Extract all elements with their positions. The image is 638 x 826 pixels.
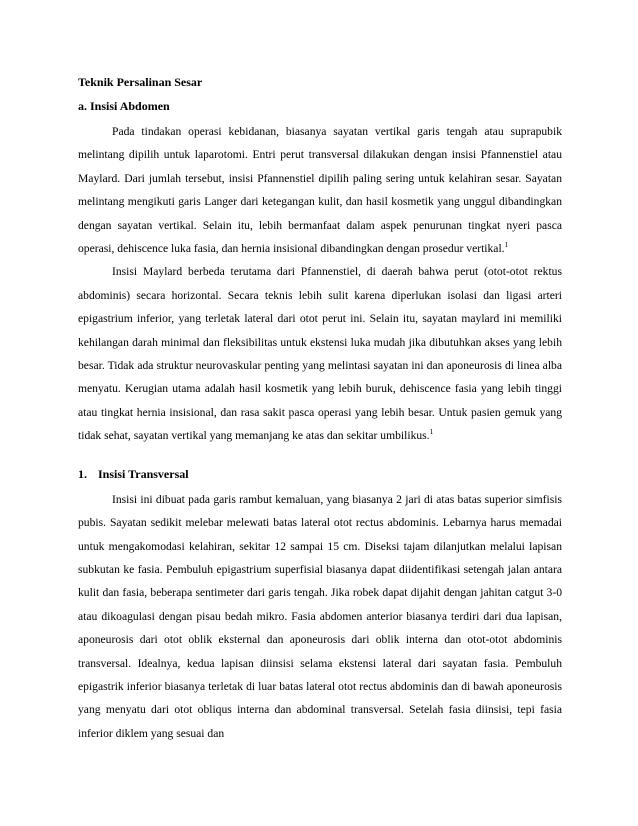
document-page [78, 74, 562, 745]
paragraph-1-text: Pada tindakan operasi kebidanan, biasanya sayatan vertikal garis tengah atau suprapubik melintang dipilih untuk laparotomi. Entri perut transversal dilakukan dengan insisi Pfannenstiel atau Maylard. Dari jumlah tersebut, insisi Pfannenstiel dipilih paling sering untuk kelahiran sesar. Sayatan melintang mengikuti garis Langer dari ketegangan kulit, dan hasil kosmetik yang unggul dibandingkan dengan sayatan vertikal. Selain itu, lebih bermanfaat dalam aspek penurunan tingkat nyeri pasca operasi, dehiscence luka fasia, dan hernia insisional dibandingkan dengan prosedur vertikal. [78, 125, 562, 256]
footnote-ref-2: 1 [429, 427, 434, 437]
paragraph-2 [78, 260, 562, 447]
section-title: Insisi Transversal [98, 466, 189, 481]
section-heading-1 [78, 466, 562, 482]
paragraph-3: Insisi ini dibuat pada garis rambut kemaluan, yang biasanya 2 jari di atas batas superior simfisis pubis. Sayatan sedikit melebar melewati batas lateral otot rectus abdominis. Lebarnya harus memadai untuk mengakomodasi kelahiran, sekitar 12 sampai 15 cm. Diseksi tajam dilanjutkan melalui lapisan subkutan ke fasia. Pembuluh epigastrium superfisial biasanya dapat diidentifikasi setengah jalan antara kulit dan fasia, beberapa sentimeter dari garis tengah. Jika robek dapat dijahit dengan jahitan catgut 3-0 atau dikoagulasi dengan pisau bedah mikro. Fasia abdomen anterior biasanya terdiri dari dua lapisan, aponeurosis dari otot oblik eksternal dan aponeurosis dari oblik interna dan otot-otot abdominis transversal. Idealnya, kedua lapisan diinsisi selama ekstensi lateral dari sayatan fasia. Pembuluh epigastrik inferior biasanya terletak di luar batas lateral otot rectus abdominis dan di bawah aponeurosis yang menyatu dari otot obliqus interna dan abdominal transversal. Setelah fasia diinsisi, tepi fasia inferior diklem yang sesuai dan [78, 492, 562, 740]
footnote-ref-1: 1 [504, 240, 509, 250]
paragraph-1 [78, 120, 562, 260]
paragraph-2-text: Insisi Maylard berbeda terutama dari Pfannenstiel, di daerah bahwa perut (otot-otot rektus abdominis) secara horizontal. Secara teknis lebih sulit karena diperlukan isolasi dan ligasi arteri epigastrium inferior, yang terletak lateral dari otot perut ini. Selain itu, sayatan maylard ini memiliki kehilangan darah minimal dan fleksibilitas untuk ekstensi luka mudah jika dibutuhkan akses yang lebih besar. Tidak ada struktur neurovaskular penting yang melintasi sayatan ini dan aponeurosis di linea alba menyatu. Kerugian utama adalah hasil kosmetik yang lebih buruk, dehiscence fasia yang lebih tinggi atau tingkat hernia insisional, dan rasa sakit pasca operasi yang lebih besar. Untuk pasien gemuk yang tidak sehat, sayatan vertikal yang memanjang ke atas dan sekitar umbilikus. [78, 265, 562, 443]
subsection-heading-a: a. Insisi Abdomen [78, 99, 170, 113]
section-number: 1. [78, 466, 87, 481]
document-title: Teknik Persalinan Sesar [78, 75, 203, 89]
